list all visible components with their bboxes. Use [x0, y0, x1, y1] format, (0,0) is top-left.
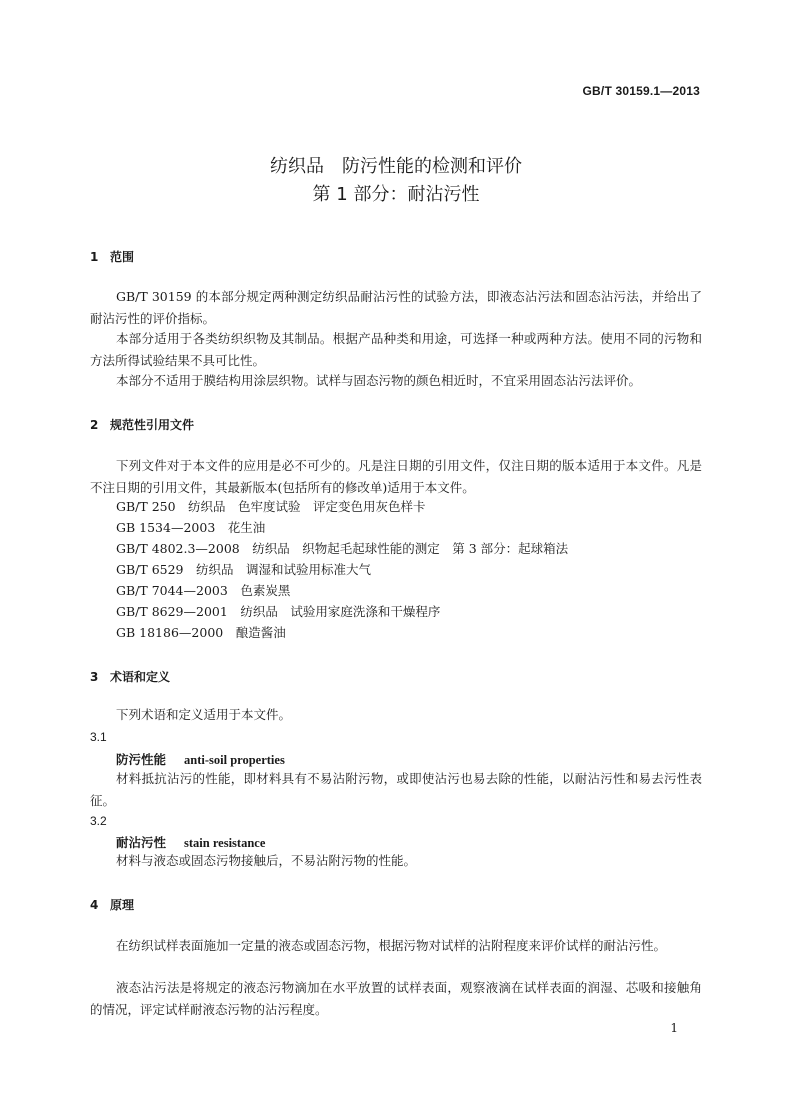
- paragraph: 本部分不适用于膜结构用涂层织物。试样与固态污物的颜色相近时，不宜采用固态沾污法评价。: [116, 373, 642, 388]
- standard-number: GB/T 30159.1—2013: [582, 84, 700, 98]
- term-number: 3.2: [90, 814, 107, 828]
- term-cn: 耐沾污性: [116, 835, 167, 850]
- paragraph: 在纺织试样表面施加一定量的液态或固态污物，根据污物对试样的沾附程度来评价试样的耐沾污性。: [116, 938, 667, 953]
- paragraph: 下列文件对于本文件的应用是必不可少的。凡是注日期的引用文件，仅注日期的版本适用于本文件。凡是不注日期的引用文件，其最新版本(包括所有的修改单)适用于本文件。: [90, 458, 702, 495]
- section-heading: [90, 668, 170, 685]
- term-heading: [116, 833, 265, 851]
- term-en: anti-soil properties: [184, 753, 285, 767]
- section-title: 术语和定义: [110, 670, 171, 684]
- section-number: 2: [90, 418, 99, 432]
- reference-item: GB/T 250 纺织品 色牢度试验 评定变色用灰色样卡: [116, 499, 426, 514]
- term-heading: [116, 750, 285, 768]
- reference-item: GB/T 4802.3—2008 纺织品 织物起毛起球性能的测定 第 3 部分：起球箱法: [116, 541, 569, 556]
- section-heading: [90, 248, 134, 265]
- term-definition: 材料抵抗沾污的性能，即材料具有不易沾附污物，或即使沾污也易去除的性能，以耐沾污性和易去污性表征。: [90, 771, 702, 808]
- reference-item: GB/T 7044—2003 色素炭黑: [116, 583, 291, 598]
- term-definition: 材料与液态或固态污物接触后，不易沾附污物的性能。: [116, 853, 417, 868]
- section-heading: [90, 416, 194, 433]
- reference-item: GB/T 8629—2001 纺织品 试验用家庭洗涤和干燥程序: [116, 604, 441, 619]
- reference-item: GB 18186—2000 酿造酱油: [116, 625, 286, 640]
- section-title: 规范性引用文件: [110, 418, 195, 432]
- paragraph: 本部分适用于各类纺织织物及其制品。根据产品种类和用途，可选择一种或两种方法。使用不同的污物和方法所得试验结果不具可比性。: [90, 331, 702, 368]
- paragraph: 液态沾污法是将规定的液态污物滴加在水平放置的试样表面，观察液滴在试样表面的润湿、芯吸和接触角的情况，评定试样耐液态污物的沾污程度。: [90, 980, 702, 1017]
- page-number: 1: [670, 1021, 678, 1035]
- paragraph: GB/T 30159 的本部分规定两种测定纺织品耐沾污性的试验方法，即液态沾污法和固态沾污法，并给出了耐沾污性的评价指标。: [90, 289, 702, 326]
- section-number: 1: [90, 250, 99, 264]
- document-title: 纺织品 防污性能的检测和评价: [270, 156, 522, 177]
- term-cn: 防污性能: [116, 752, 167, 767]
- section-heading: [90, 896, 134, 913]
- section-number: 4: [90, 898, 99, 912]
- section-title: 范围: [110, 250, 135, 264]
- section-title: 原理: [110, 898, 135, 912]
- reference-item: GB 1534—2003 花生油: [116, 520, 266, 535]
- section-number: 3: [90, 670, 99, 684]
- document-subtitle: 第 1 部分：耐沾污性: [312, 184, 480, 205]
- term-number: 3.1: [90, 730, 107, 744]
- reference-item: GB/T 6529 纺织品 调湿和试验用标准大气: [116, 562, 372, 577]
- section-intro: 下列术语和定义适用于本文件。: [116, 707, 292, 722]
- term-en: stain resistance: [184, 836, 266, 850]
